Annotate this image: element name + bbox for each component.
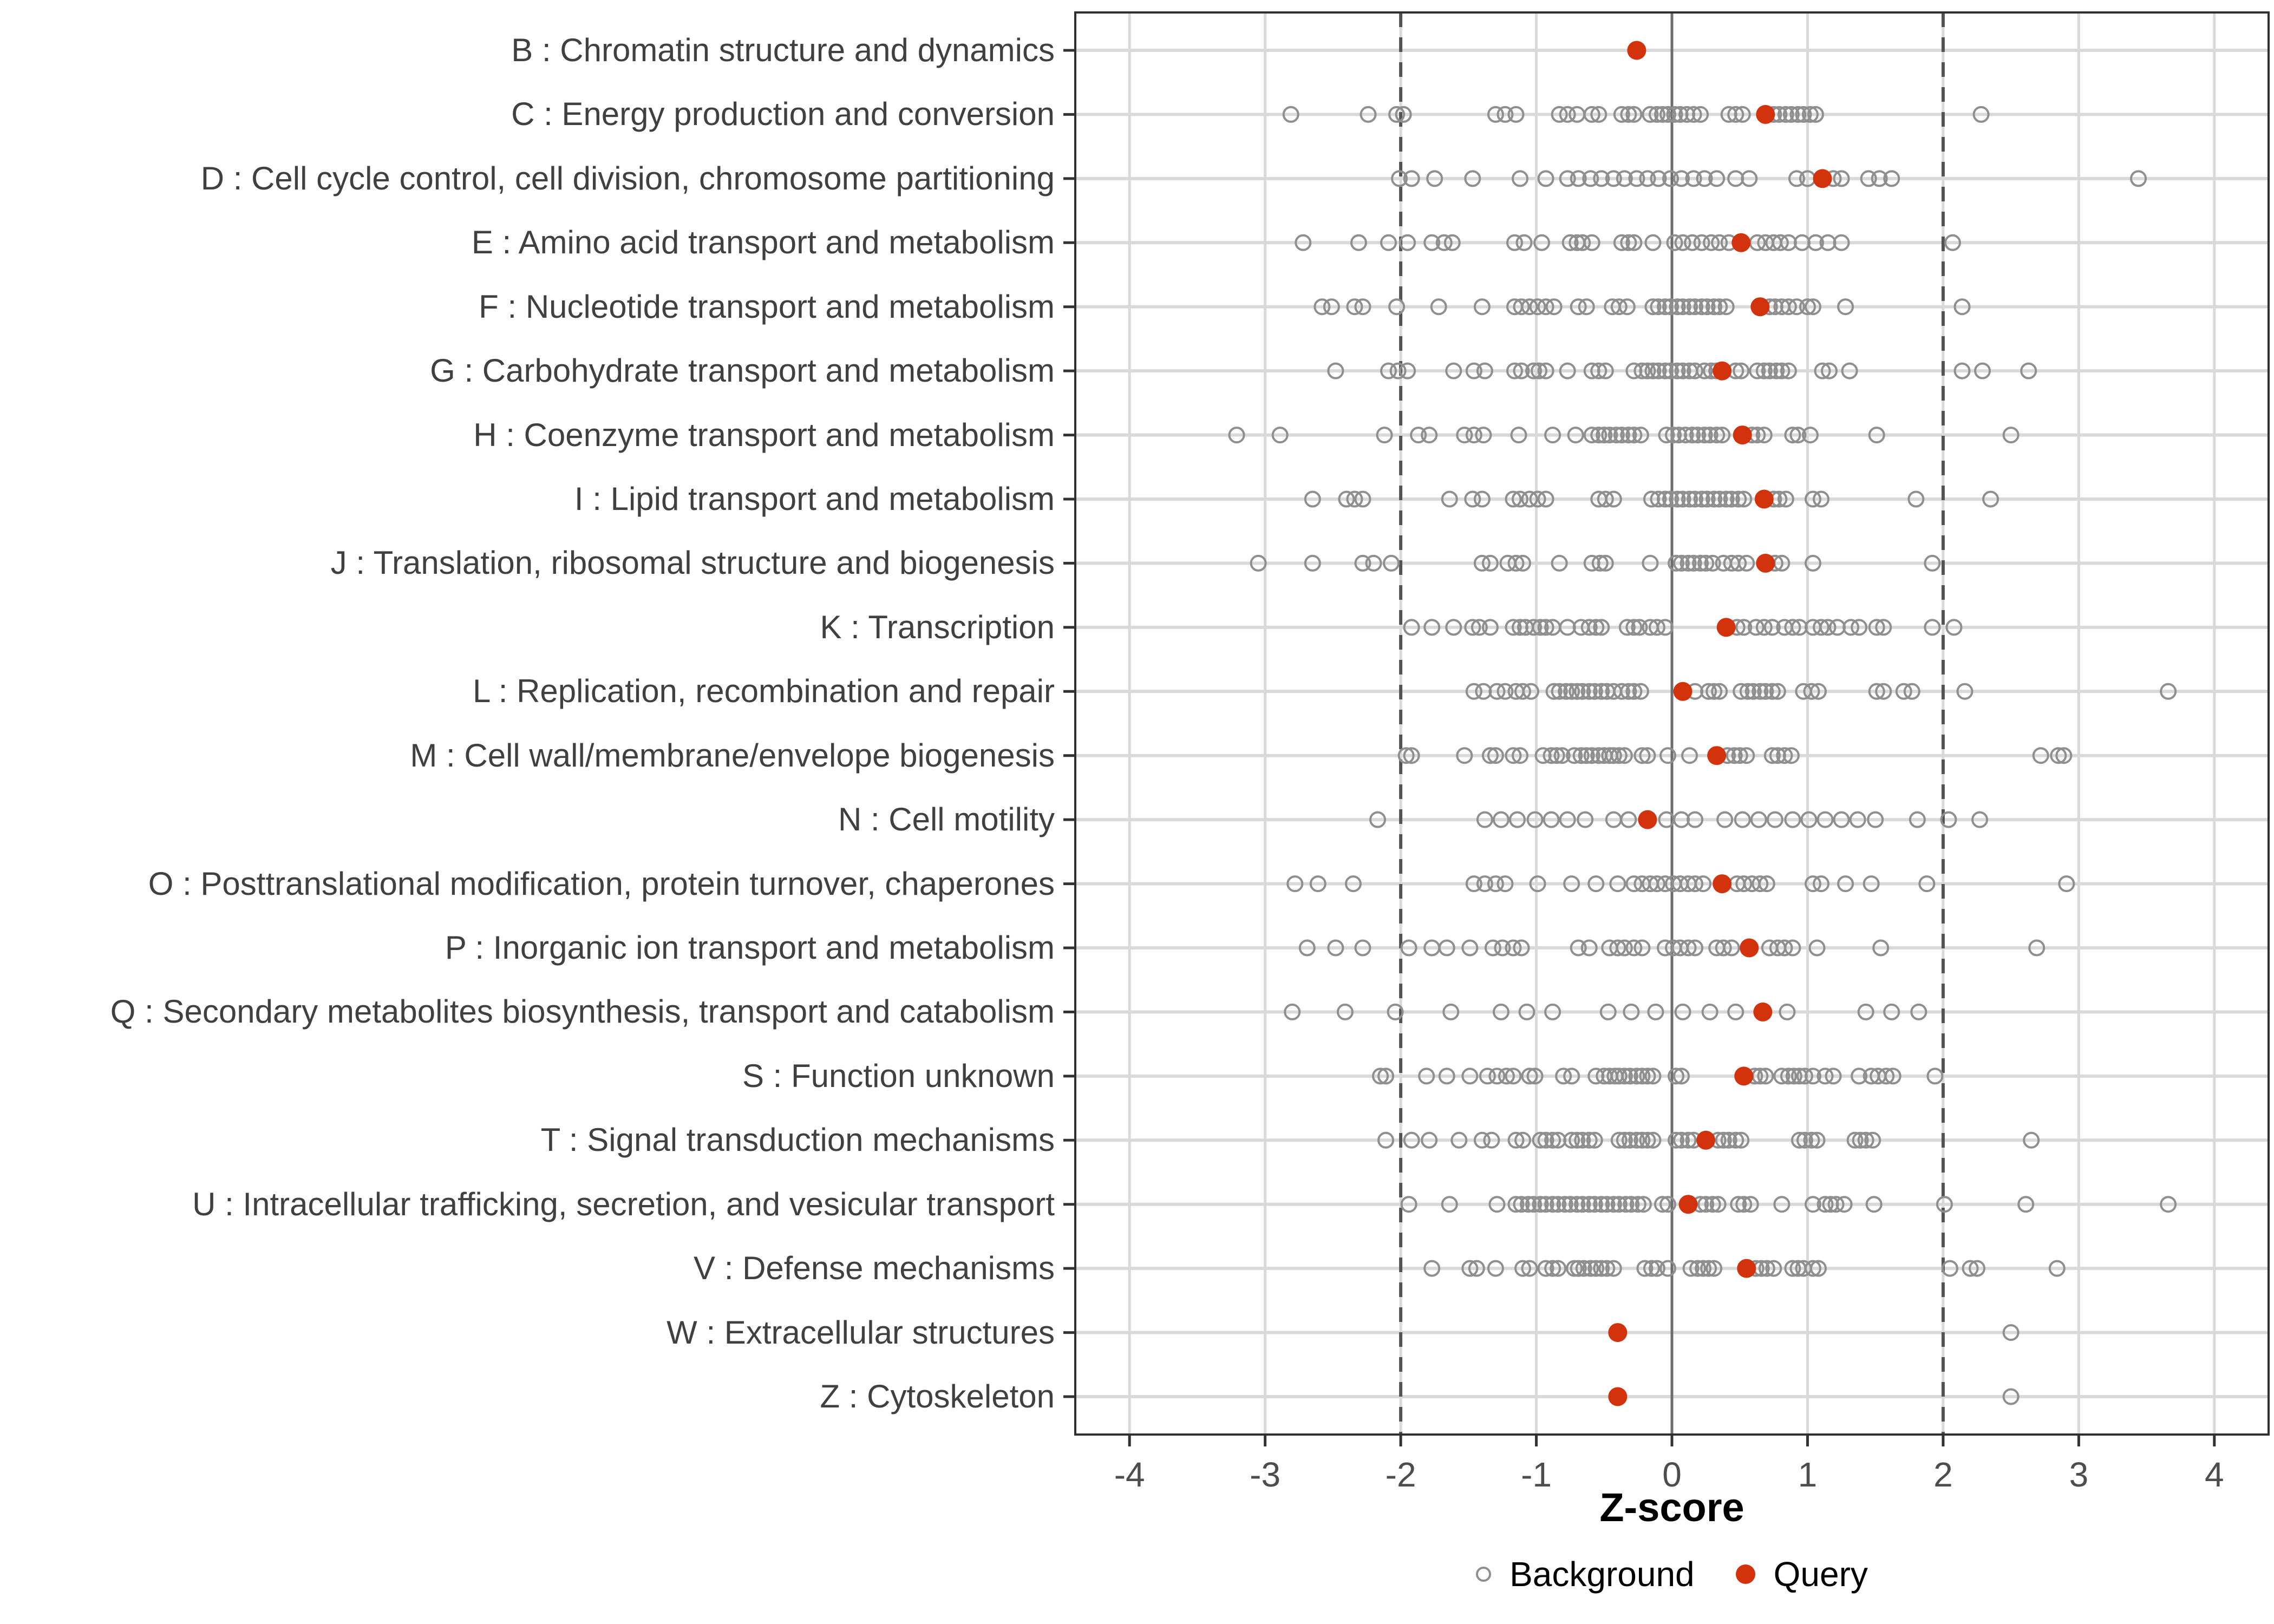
query-point <box>1813 169 1832 188</box>
category-label: S : Function unknown <box>742 1057 1055 1094</box>
x-axis-title: Z-score <box>1599 1485 1744 1530</box>
query-point <box>1713 362 1731 381</box>
category-label: M : Cell wall/membrane/envelope biogenesis <box>410 737 1055 774</box>
x-tick-label: 3 <box>2069 1455 2089 1494</box>
x-tick-label: -2 <box>1385 1455 1416 1494</box>
query-point <box>1713 874 1731 893</box>
category-label: D : Cell cycle control, cell division, chromosome partitioning <box>200 160 1055 197</box>
legend-item-background <box>1476 1557 1695 1592</box>
x-tick-label: 2 <box>1933 1455 1953 1494</box>
x-tick-label: 0 <box>1662 1455 1682 1494</box>
query-point <box>1750 297 1769 316</box>
query-point <box>1679 1195 1698 1214</box>
category-label: T : Signal transduction mechanisms <box>540 1122 1055 1158</box>
query-point <box>1734 1066 1753 1085</box>
category-label: K : Transcription <box>820 608 1055 645</box>
x-tick-label: 4 <box>2205 1455 2224 1494</box>
category-label: W : Extracellular structures <box>666 1314 1055 1351</box>
query-point <box>1731 233 1750 252</box>
legend-item-query <box>1736 1557 1868 1592</box>
category-label: C : Energy production and conversion <box>511 96 1055 133</box>
category-label: H : Coenzyme transport and metabolism <box>473 416 1055 453</box>
category-label: O : Posttranslational modification, protein turnover, chaperones <box>148 865 1055 902</box>
category-label: F : Nucleotide transport and metabolism <box>479 288 1055 325</box>
x-tick-label: -3 <box>1250 1455 1281 1494</box>
query-point <box>1707 746 1726 765</box>
query-point <box>1740 939 1759 958</box>
category-label: I : Lipid transport and metabolism <box>574 481 1055 517</box>
query-point <box>1733 425 1752 444</box>
query-point <box>1627 41 1646 60</box>
category-label: N : Cell motility <box>838 801 1055 838</box>
category-label: Q : Secondary metabolites biosynthesis, transport and catabolism <box>110 993 1055 1030</box>
category-label: G : Carbohydrate transport and metabolism <box>430 352 1055 389</box>
query-point <box>1674 682 1693 701</box>
query-point <box>1737 1259 1756 1278</box>
query-point <box>1756 105 1775 124</box>
category-label: U : Intracellular trafficking, secretion, and vesicular transport <box>192 1186 1055 1222</box>
category-label: V : Defense mechanisms <box>694 1250 1055 1287</box>
x-tick-label: -1 <box>1521 1455 1552 1494</box>
query-point <box>1756 554 1775 573</box>
category-label: E : Amino acid transport and metabolism <box>471 224 1055 261</box>
filled-circle-icon <box>1736 1564 1755 1584</box>
x-tick-label: -4 <box>1114 1455 1145 1494</box>
query-point <box>1696 1131 1715 1150</box>
x-tick-label: 1 <box>1798 1455 1818 1494</box>
category-label: Z : Cytoskeleton <box>820 1378 1055 1415</box>
query-point <box>1717 618 1736 637</box>
category-label: J : Translation, ribosomal structure and biogenesis <box>330 545 1055 581</box>
category-label: P : Inorganic ion transport and metabolism <box>445 929 1055 966</box>
legend-label-background: Background <box>1510 1555 1695 1594</box>
query-point <box>1608 1323 1627 1342</box>
query-point <box>1608 1387 1627 1406</box>
query-point <box>1638 810 1657 829</box>
query-point <box>1755 490 1774 509</box>
category-label: B : Chromatin structure and dynamics <box>511 32 1055 68</box>
open-circle-icon <box>1476 1567 1491 1582</box>
query-point <box>1753 1003 1772 1021</box>
legend-label-query: Query <box>1773 1555 1868 1594</box>
legend <box>1075 1557 2269 1592</box>
category-label: L : Replication, recombination and repair <box>472 673 1055 710</box>
